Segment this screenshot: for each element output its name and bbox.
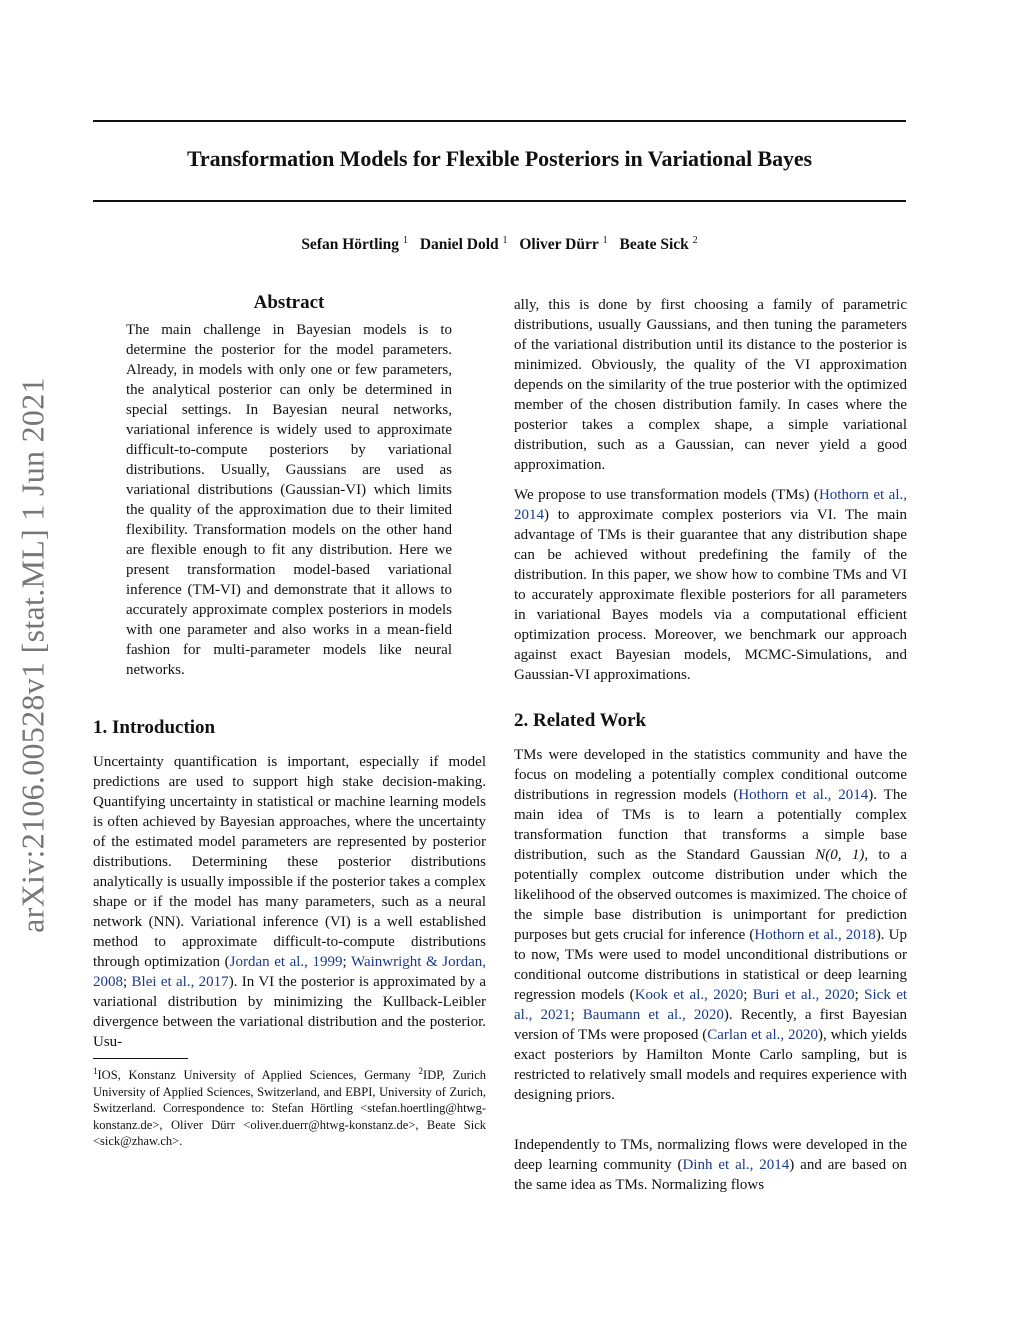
citation-link[interactable]: Kook et al., 2020 <box>634 987 744 1003</box>
proposal-paragraph: We propose to use transformation models (TMs) (Hothorn et al., 2014) to approximate complex posteriors via VI. The main advantage of TMs is their guarantee that any distribution shape can be achieved without predefining the family of the distribution. In this paper, we show how to combine TMs and VI to accurately approximate flexible posteriors for all parameters in variational Bayes models via a computational efficient optimization process. Moreover, we benchmark our approach against exact Bayesian models, MCMC-Simulations, and Gaussian-VI approximations. <box>514 487 907 683</box>
author: Daniel Dold $^1$ <box>419 235 508 254</box>
intro-heading: 1. Introduction <box>93 717 216 738</box>
math-expression: N(0, 1) <box>815 847 865 863</box>
citation-link[interactable]: Hothorn et al., 2014 <box>738 787 869 803</box>
author: Oliver Dürr $^1$ <box>519 235 608 254</box>
paper-title: Transformation Models for Flexible Posteriors in Variational Bayes <box>186 146 813 171</box>
author-list <box>93 235 906 254</box>
citation-link[interactable]: Sick et al., 2021 <box>514 987 908 1023</box>
title-top-rule <box>93 120 906 122</box>
abstract-text: The main challenge in Bayesian models is to determine the posterior for the model parameters. Already, in models with only one or few parameters, the analytical posterior can only be determined in special settings. In Bayesian neural networks, variational inference is widely used to approximate difficult-to-compute posteriors by variational distributions. Usually, Gaussians are used as variational distributions (Gaussian-VI) which limits the quality of the approximation due to their limited flexibility. Transformation models on the other hand are flexible enough to fit any distribution. Here we present transformation model-based variational inference (TM-VI) and demonstrate that it allows to accurately approximate complex posteriors in models with one parameter and also works in a mean-field fashion for multi-parameter models like neural networks. <box>126 322 452 678</box>
citation-link[interactable]: Wainwright & Jordan, 2008 <box>93 954 487 990</box>
title-bottom-rule <box>93 200 906 202</box>
citation-link[interactable]: Baumann et al., 2020 <box>582 1007 724 1023</box>
citation-link[interactable]: Jordan et al., 1999 <box>229 954 343 970</box>
arxiv-stamp: arXiv:2106.00528v1 [stat.ML] 1 Jun 2021 <box>14 377 51 933</box>
citation-link[interactable]: Dinh et al., 2014 <box>682 1157 790 1173</box>
intro-paragraph: Uncertainty quantification is important, especially if model predictions are used to support high stake decision-making. Quantifying uncertainty in statistical or machine learning models is often achieved by Bayesian approaches, where the uncertainty of the estimated model parameters are represented by posterior distributions. Determining these posterior distributions analytically is usually impossible if the posterior takes a complex shape or if the model has many parameters, such as a neural network (NN). Variational inference (VI) is a well established method to approximate difficult-to-compute distributions through optimization (Jordan et al., 1999; Wainwright & Jordan, 2008; Blei et al., 2017). In VI the posterior is approximated by a variational distribution by minimizing the Kullback-Leibler divergence between the variational distribution and the posterior. Usu- <box>93 754 487 1050</box>
citation-link[interactable]: Hothorn et al., 2018 <box>754 927 876 943</box>
related-work-heading: 2. Related Work <box>514 710 647 731</box>
footnote-rule <box>93 1058 188 1059</box>
intro-paragraph-continued: ally, this is done by first choosing a family of parametric distributions, usually Gaussians, and then tuning the parameters of the variational distribution until its distance to the posterior is minimized. Obviously, the quality of the VI approximation depends on the similarity of the true posterior with the optimized member of the chosen distribution family. In cases where the posterior takes a complex shape, a simple variational distribution, such as a Gaussian, can never yield a good approximation. <box>514 297 907 473</box>
affiliation-footnote: $^1$IOS, Konstanz University of Applied Sciences, Germany $^2$IDP, Zurich University of Applied Sciences, Switzerland, and EBPI, University of Zurich, Switzerland. Correspondence to: Stefan Hörtling <stefan.hoertling@htwg-konstanz.de>, Oliver Dürr <oliver.duerr@htwg-konstanz.de>, Beate Sick <sick@zhaw.ch>. <box>93 1066 487 1149</box>
related-work-paragraph: TMs were developed in the statistics community and have the focus on modeling a potentially complex conditional outcome distributions in regression models (Hothorn et al., 2014). The main idea of TMs is to learn a potentially complex transformation function that transforms a simple base distribution, such as the Standard Gaussian N(0, 1), to a potentially complex outcome distribution under which the likelihood of the observed outcomes is maximized. The choice of the simple base distribution is unimportant for prediction purposes but gets crucial for inference (Hothorn et al., 2018). Up to now, TMs were used to model unconditional distributions or conditional outcome distributions in statistical or deep learning regression models (Kook et al., 2020; Buri et al., 2020; Sick et al., 2021; Baumann et al., 2020). Recently, a first Bayesian version of TMs were proposed (Carlan et al., 2020), which yields exact posteriors by Hamilton Monte Carlo sampling, but is restricted to relatively small models and requires experience with designing priors. <box>514 747 908 1103</box>
citation-link[interactable]: Carlan et al., 2020 <box>707 1027 818 1043</box>
citation-link[interactable]: Buri et al., 2020 <box>752 987 855 1003</box>
abstract-heading: Abstract <box>253 292 325 313</box>
normalizing-flows-paragraph: Independently to TMs, normalizing flows were developed in the deep learning community (Dinh et al., 2014) and are based on the same idea as TMs. Normalizing flows <box>514 1137 907 1193</box>
author: Beate Sick $^2$ <box>619 235 698 254</box>
author: Sefan Hörtling $^1$ <box>301 235 408 254</box>
citation-link[interactable]: Hothorn et al., 2014 <box>514 487 907 523</box>
citation-link[interactable]: Blei et al., 2017 <box>131 974 229 990</box>
